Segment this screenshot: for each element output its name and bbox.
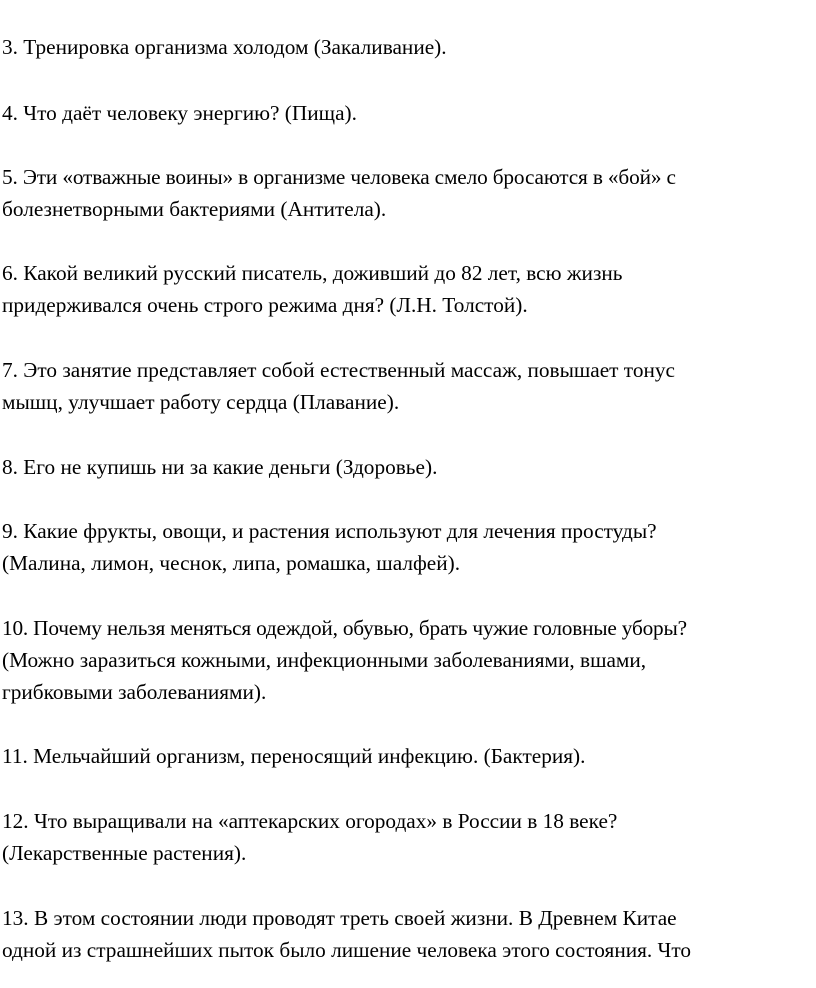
question-6-line-2: придерживался очень строго режима дня? (Л.Н. Толстой). [2,293,528,317]
question-5-line-2: болезнетворными бактериями (Антитела). [2,197,387,221]
question-12-line-1: 12. Что выращивали на «аптекарских огородах» в России в 18 веке? [2,809,618,833]
question-5 [2,161,812,225]
question-10-line-3: грибковыми заболеваниями). [2,680,267,704]
question-5-line-1: 5. Эти «отважные воины» в организме человека смело бросаются в «бой» с [2,165,676,189]
question-11 [2,740,812,772]
question-9-line-2: (Малина, лимон, чеснок, липа, ромашка, шалфей). [2,551,461,575]
question-10-line-1: 10. Почему нельзя меняться одеждой, обувью, брать чужие головные уборы? [2,616,687,640]
question-4-line-1: 4. Что даёт человеку энергию? (Пища). [2,101,357,125]
question-7 [2,354,812,418]
question-8-line-1: 8. Его не купишь ни за какие деньги (Здоровье). [2,455,438,479]
question-13-line-1: 13. В этом состоянии люди проводят треть своей жизни. В Древнем Китае [2,906,677,930]
question-13-line-2: одной из страшнейших пыток было лишение человека этого состояния. Что [2,938,692,962]
question-10-line-2: (Можно заразиться кожными, инфекционными заболеваниями, вшами, [2,648,647,672]
question-7-line-2: мышц, улучшает работу сердца (Плавание). [2,390,400,414]
question-9-line-1: 9. Какие фрукты, овощи, и растения используют для лечения простуды? [2,519,657,543]
question-9 [2,515,812,579]
question-3 [2,31,812,63]
question-12 [2,805,812,869]
question-4 [2,97,812,129]
question-3-line-1: 3. Тренировка организма холодом (Закаливание). [2,35,447,59]
question-7-line-1: 7. Это занятие представляет собой естественный массаж, повышает тонус [2,358,675,382]
question-8 [2,451,812,483]
question-11-line-1: 11. Мельчайший организм, переносящий инфекцию. (Бактерия). [2,744,586,768]
question-6 [2,257,812,321]
question-12-line-2: (Лекарственные растения). [2,841,247,865]
question-13 [2,902,812,966]
question-6-line-1: 6. Какой великий русский писатель, доживший до 82 лет, всю жизнь [2,261,623,285]
question-10 [2,612,812,708]
